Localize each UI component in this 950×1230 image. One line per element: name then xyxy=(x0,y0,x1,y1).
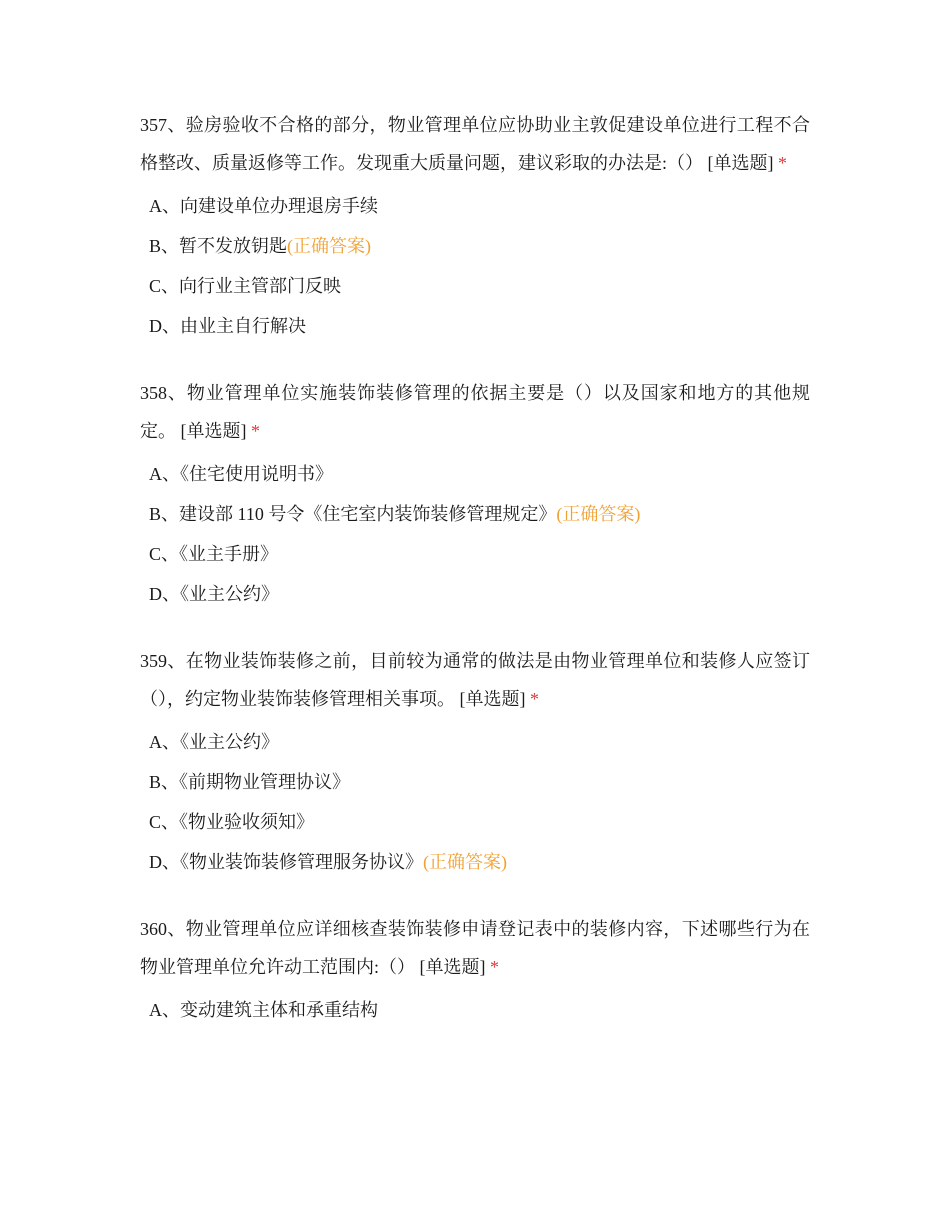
question-358 xyxy=(140,375,810,614)
required-mark: * xyxy=(778,152,787,173)
option-list xyxy=(140,186,810,346)
option-d[interactable]: D、由业主自行解决 xyxy=(149,316,306,336)
correct-answer-label: (正确答案) xyxy=(287,236,372,256)
option-list xyxy=(140,722,810,882)
option-b[interactable]: B、《前期物业管理协议》 xyxy=(149,772,351,792)
option-list xyxy=(140,454,810,614)
required-mark: * xyxy=(490,956,499,977)
option-list xyxy=(140,990,810,1030)
option-c[interactable]: C、《物业验收须知》 xyxy=(149,812,315,832)
question-357 xyxy=(140,107,810,346)
option-a[interactable]: A、《业主公约》 xyxy=(149,732,279,752)
option-a[interactable]: A、《住宅使用说明书》 xyxy=(149,464,333,484)
question-stem: 357、验房验收不合格的部分，物业管理单位应协助业主敦促建设单位进行工程不合格整改、质量返修等工作。发现重大质量问题，建议彩取的办法是:（） [单选题] * xyxy=(140,115,810,173)
correct-answer-label: (正确答案) xyxy=(556,504,641,524)
question-360 xyxy=(140,911,810,1030)
option-b[interactable]: B、暂不发放钥匙(正确答案) xyxy=(149,236,372,256)
option-c[interactable]: C、《业主手册》 xyxy=(149,544,279,564)
required-mark: * xyxy=(530,688,539,709)
correct-answer-label: (正确答案) xyxy=(423,852,507,872)
question-list xyxy=(140,107,810,1059)
option-a[interactable]: A、向建设单位办理退房手续 xyxy=(149,196,378,216)
question-stem: 359、在物业装饰装修之前，目前较为通常的做法是由物业管理单位和装修人应签订（），约定物业装饰装修管理相关事项。 [单选题] * xyxy=(140,651,810,709)
required-mark: * xyxy=(251,420,260,441)
option-c[interactable]: C、向行业主管部门反映 xyxy=(149,276,342,296)
question-359 xyxy=(140,643,810,882)
option-d[interactable]: D、《物业装饰装修管理服务协议》(正确答案) xyxy=(149,852,507,872)
option-a[interactable]: A、变动建筑主体和承重结构 xyxy=(149,1000,378,1020)
option-d[interactable]: D、《业主公约》 xyxy=(149,584,279,604)
question-stem: 358、物业管理单位实施装饰装修管理的依据主要是（）以及国家和地方的其他规定。 [单选题] * xyxy=(140,383,810,441)
option-b[interactable]: B、建设部 110 号令《住宅室内装饰装修管理规定》(正确答案) xyxy=(149,504,641,524)
question-stem: 360、物业管理单位应详细核查装饰装修申请登记表中的装修内容，下述哪些行为在物业管理单位允许动工范围内:（） [单选题] * xyxy=(140,919,810,977)
